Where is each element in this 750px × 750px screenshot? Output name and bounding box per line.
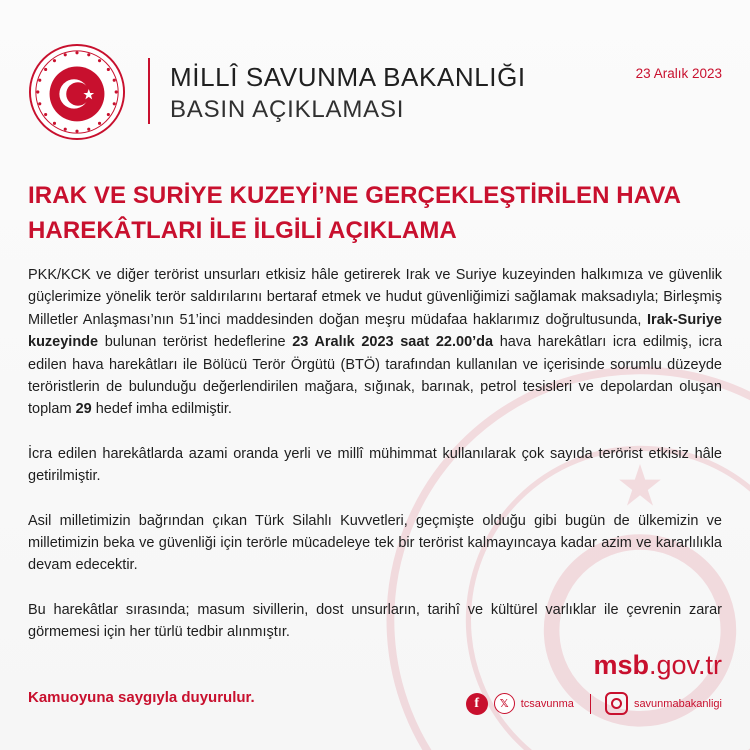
headline — [28, 178, 728, 248]
paragraph-1-bold-datetime: 23 Aralık 2023 saat 22.00’da — [292, 334, 494, 351]
paragraph-1-text-c: hava harekâtları icra edilmiş, icra edilen hava harekâtları ile Bölücü Terör Örgütü (BTÖ) tarafından kullanılan ve içerisinde sorumlu düzeyde teröristlerin de bulunduğu değerlendirilen mağara, sığınak, barınak, petrol tesisleri ve depolardan oluşan toplam — [28, 334, 722, 418]
headline-line-1: IRAK VE SURİYE KUZEYİ’NE GERÇEKLEŞTİRİLEN HAVA — [28, 182, 682, 209]
paragraph-2: İcra edilen harekâtlarda azami oranda yerli ve millî mühimmat kullanılarak çok sayıda terörist etkisiz hâle getirilmiştir. — [28, 445, 722, 485]
website-domain: msb — [593, 650, 649, 680]
facebook-icon[interactable]: f — [466, 693, 488, 715]
press-release-label: BASIN AÇIKLAMASI — [170, 96, 405, 123]
paragraph-1-bold-count: 29 — [75, 401, 92, 418]
paragraph-1-text-a: PKK/KCK ve diğer terörist unsurları etkisiz hâle getirerek Irak ve Suriye kuzeyinden halkımıza ve güvenlik güçlerimize yönelik terör saldırılarını bertaraf etmek ve hudut güvenliğimizi sağlamak maksadıyla; Birleşmiş Milletler Anlaşması’nın 51’inci maddesinden doğan meşru müdafaa haklarımız doğrultusunda, — [28, 267, 722, 328]
social-divider — [590, 694, 591, 714]
website-link[interactable] — [593, 650, 722, 681]
ministry-name: MİLLÎ SAVUNMA BAKANLIĞI — [170, 62, 526, 92]
release-date: 23 Aralık 2023 — [635, 66, 722, 81]
instagram-icon[interactable] — [605, 692, 628, 715]
paragraph-1-text-b: bulunan terörist hedeflerine — [98, 334, 293, 351]
closing-statement: Kamuoyuna saygıyla duyurulur. — [28, 689, 255, 706]
paragraph-1 — [28, 264, 722, 421]
statement-body — [28, 264, 722, 666]
paragraph-3: Asil milletimizin bağrından çıkan Türk Silahlı Kuvvetleri, geçmişte olduğu gibi bugün de ülkemizin ve milletimizin beka ve güvenliği için terörle mücadeleye tek bir terörist kalmayıncaya kadar azim ve kararlılıkla devam edecektir. — [28, 512, 722, 574]
header-divider — [148, 58, 150, 124]
ministry-seal-icon — [28, 43, 126, 141]
x-twitter-icon[interactable]: 𝕏 — [494, 693, 515, 714]
instagram-handle[interactable]: savunmabakanligi — [633, 697, 722, 710]
paragraph-1-bold-location: Irak-Suriye kuzeyinde — [28, 311, 722, 351]
website-tld: .gov.tr — [648, 650, 722, 680]
headline-line-2: HAREKÂTLARI İLE İLGİLİ AÇIKLAMA — [28, 217, 457, 244]
social-links — [466, 692, 722, 715]
paragraph-1-text-d: hedef imha edilmiştir. — [91, 401, 232, 418]
paragraph-4: Bu harekâtlar sırasında; masum sivillerin, dost unsurların, tarihî ve kültürel varlıklar ile çevrenin zarar görmemesi için her türlü tedbir alınmıştır. — [28, 601, 722, 641]
twitter-handle[interactable]: tcsavunma — [520, 697, 574, 710]
